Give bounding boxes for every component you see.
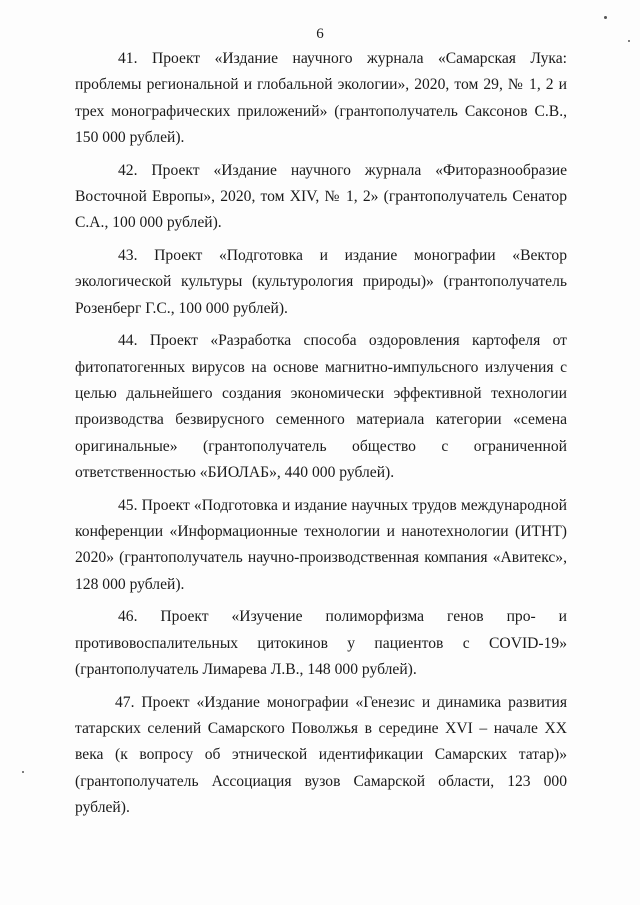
list-item-47: 47. Проект «Издание монографии «Генезис и динамика развития татарских селений Самарского Поволжья в середине XVI – начале XX века (к вопросу об этнической идентификации Самарских татар)» (грантополучатель Ассоциация вузов Самарской области, 123 000 рублей). bbox=[75, 693, 567, 817]
document-body bbox=[75, 46, 567, 828]
page-number: 6 bbox=[316, 26, 324, 42]
list-item-43: 43. Проект «Подготовка и издание монографии «Вектор экологической культуры (культурология природы)» (грантополучатель Розенберг Г.С., 100 000 рублей). bbox=[75, 247, 567, 317]
scan-speck bbox=[22, 771, 24, 773]
list-item-46: 46. Проект «Изучение полиморфизма генов про- и противовоспалительных цитокинов у пациентов с COVID-19» (грантополучатель Лимарева Л.В., 148 000 рублей). bbox=[75, 608, 567, 679]
list-item-45: 45. Проект «Подготовка и издание научных трудов международной конференции «Информационные технологии и нанотехнологии (ИТНТ) 2020» (грантополучатель научно-производственная компания «Авитекс», 128 000 рублей). bbox=[75, 496, 567, 593]
scan-speck bbox=[628, 40, 630, 42]
list-item-41: 41. Проект «Издание научного журнала «Самарская Лука: проблемы региональной и глобальной экологии», 2020, том 29, № 1, 2 и трех монографических приложений» (грантополучатель Саксонов С.В., 150 000 рублей). bbox=[75, 50, 567, 146]
scan-speck bbox=[604, 16, 607, 19]
list-item-42: 42. Проект «Издание научного журнала «Фиторазнообразие Восточной Европы», 2020, том XIV, № 1, 2» (грантополучатель Сенатор С.А., 100 000 рублей). bbox=[75, 161, 567, 232]
list-item-44: 44. Проект «Разработка способа оздоровления картофеля от фитопатогенных вирусов на основе магнитно-импульсного излучения с целью дальнейшего создания экономически эффективной технологии производства безвирусного семенного материала категории «семена оригинальные» (грантополучатель общество с ограниченной ответственностью «БИОЛАБ», 440 000 рублей). bbox=[75, 332, 567, 481]
